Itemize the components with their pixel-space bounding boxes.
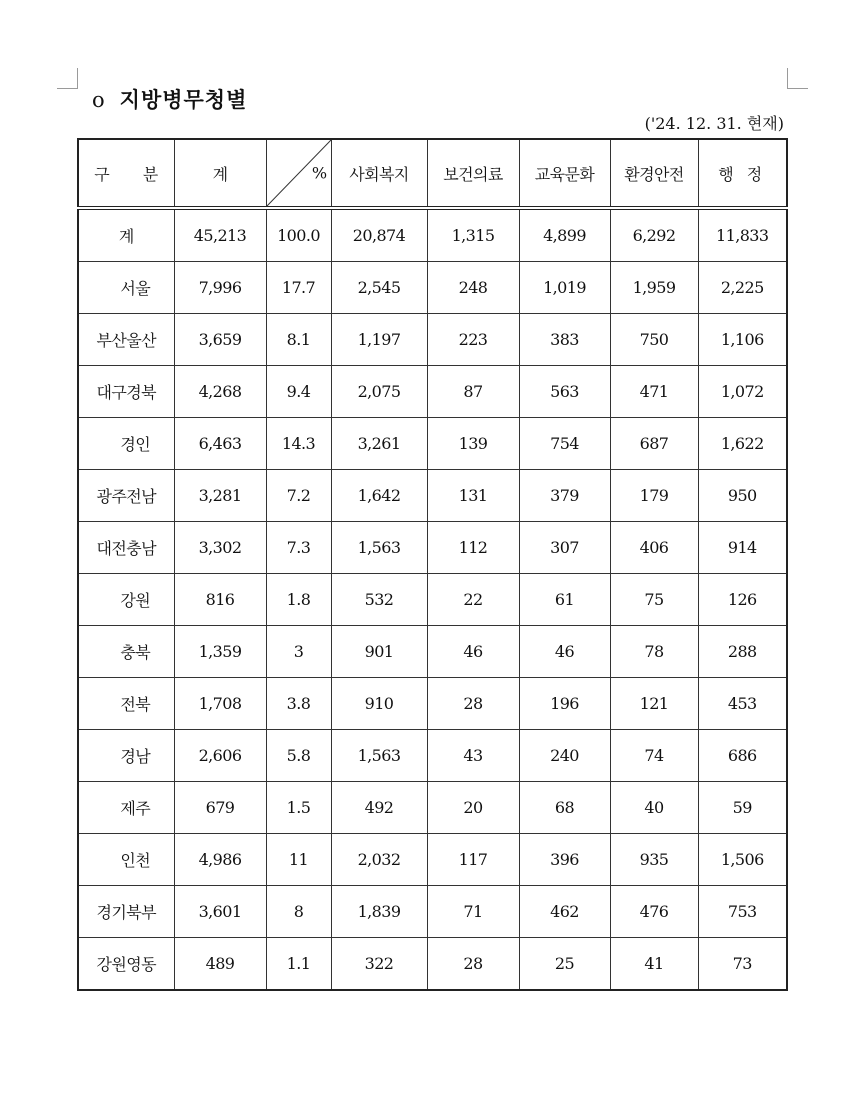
region-name: 대구경북	[78, 366, 174, 418]
total-cell: 6,463	[174, 418, 266, 470]
table-row	[78, 730, 787, 782]
value-cell: 532	[331, 574, 427, 626]
value-cell: 1,506	[698, 834, 787, 886]
as-of-date: ('24. 12. 31. 현재)	[644, 114, 784, 133]
value-cell: 1,959	[610, 262, 698, 314]
value-cell: 6,292	[610, 208, 698, 262]
value-cell: 462	[519, 886, 610, 938]
value-cell: 43	[427, 730, 519, 782]
value-cell: 383	[519, 314, 610, 366]
value-cell: 307	[519, 522, 610, 574]
region-name: 전북	[78, 678, 174, 730]
total-cell: 1,359	[174, 626, 266, 678]
value-cell: 139	[427, 418, 519, 470]
region-name: 강원영동	[78, 938, 174, 991]
header-administration: 행 정	[698, 139, 787, 208]
total-cell: 7,996	[174, 262, 266, 314]
value-cell: 3,261	[331, 418, 427, 470]
value-cell: 453	[698, 678, 787, 730]
value-cell: 476	[610, 886, 698, 938]
header-environment-safety: 환경안전	[610, 139, 698, 208]
value-cell: 2,075	[331, 366, 427, 418]
region-name: 경남	[78, 730, 174, 782]
table-row	[78, 208, 787, 262]
table-row	[78, 938, 787, 991]
value-cell: 750	[610, 314, 698, 366]
value-cell: 288	[698, 626, 787, 678]
crop-mark-top-left	[57, 68, 78, 89]
value-cell: 20	[427, 782, 519, 834]
value-cell: 406	[610, 522, 698, 574]
value-cell: 322	[331, 938, 427, 991]
value-cell: 223	[427, 314, 519, 366]
region-name: 제주	[78, 782, 174, 834]
percent-cell: 1.8	[266, 574, 331, 626]
table-row	[78, 626, 787, 678]
value-cell: 121	[610, 678, 698, 730]
table-row	[78, 418, 787, 470]
percent-cell: 7.2	[266, 470, 331, 522]
value-cell: 240	[519, 730, 610, 782]
value-cell: 1,563	[331, 730, 427, 782]
table-row	[78, 678, 787, 730]
percent-cell: 9.4	[266, 366, 331, 418]
value-cell: 73	[698, 938, 787, 991]
value-cell: 196	[519, 678, 610, 730]
value-cell: 396	[519, 834, 610, 886]
total-cell: 2,606	[174, 730, 266, 782]
value-cell: 1,106	[698, 314, 787, 366]
value-cell: 68	[519, 782, 610, 834]
section-title-text: 지방병무청별	[119, 87, 248, 112]
region-name: 충북	[78, 626, 174, 678]
percent-cell: 1.5	[266, 782, 331, 834]
total-cell: 1,708	[174, 678, 266, 730]
percent-cell: 17.7	[266, 262, 331, 314]
total-cell: 816	[174, 574, 266, 626]
total-cell: 489	[174, 938, 266, 991]
regional-stats-table	[77, 138, 788, 991]
table-row	[78, 834, 787, 886]
value-cell: 87	[427, 366, 519, 418]
value-cell: 2,032	[331, 834, 427, 886]
value-cell: 22	[427, 574, 519, 626]
value-cell: 935	[610, 834, 698, 886]
value-cell: 950	[698, 470, 787, 522]
region-name: 부산울산	[78, 314, 174, 366]
table-header-row	[78, 139, 787, 208]
total-cell: 3,601	[174, 886, 266, 938]
table-row	[78, 314, 787, 366]
table-row	[78, 366, 787, 418]
table-row	[78, 574, 787, 626]
total-cell: 3,281	[174, 470, 266, 522]
value-cell: 74	[610, 730, 698, 782]
value-cell: 20,874	[331, 208, 427, 262]
value-cell: 563	[519, 366, 610, 418]
region-name: 강원	[78, 574, 174, 626]
value-cell: 1,072	[698, 366, 787, 418]
value-cell: 59	[698, 782, 787, 834]
value-cell: 1,019	[519, 262, 610, 314]
total-cell: 3,659	[174, 314, 266, 366]
table-row	[78, 470, 787, 522]
percent-cell: 5.8	[266, 730, 331, 782]
percent-cell: 3.8	[266, 678, 331, 730]
region-name: 경기북부	[78, 886, 174, 938]
value-cell: 11,833	[698, 208, 787, 262]
percent-cell: 100.0	[266, 208, 331, 262]
header-category: 구 분	[78, 139, 174, 208]
value-cell: 910	[331, 678, 427, 730]
total-cell: 4,986	[174, 834, 266, 886]
value-cell: 112	[427, 522, 519, 574]
total-cell: 4,268	[174, 366, 266, 418]
value-cell: 754	[519, 418, 610, 470]
percent-cell: 8	[266, 886, 331, 938]
value-cell: 41	[610, 938, 698, 991]
value-cell: 179	[610, 470, 698, 522]
total-cell: 45,213	[174, 208, 266, 262]
value-cell: 28	[427, 938, 519, 991]
value-cell: 61	[519, 574, 610, 626]
value-cell: 71	[427, 886, 519, 938]
value-cell: 687	[610, 418, 698, 470]
value-cell: 248	[427, 262, 519, 314]
percent-cell: 7.3	[266, 522, 331, 574]
percent-cell: 1.1	[266, 938, 331, 991]
table-body	[78, 208, 787, 990]
region-name: 인천	[78, 834, 174, 886]
value-cell: 1,315	[427, 208, 519, 262]
value-cell: 1,622	[698, 418, 787, 470]
header-percent	[266, 139, 331, 208]
value-cell: 25	[519, 938, 610, 991]
header-education-culture: 교육문화	[519, 139, 610, 208]
section-title	[92, 84, 247, 114]
value-cell: 78	[610, 626, 698, 678]
value-cell: 901	[331, 626, 427, 678]
value-cell: 2,225	[698, 262, 787, 314]
total-cell: 679	[174, 782, 266, 834]
percent-cell: 8.1	[266, 314, 331, 366]
header-health-medical: 보건의료	[427, 139, 519, 208]
value-cell: 46	[427, 626, 519, 678]
value-cell: 492	[331, 782, 427, 834]
region-name: 서울	[78, 262, 174, 314]
value-cell: 75	[610, 574, 698, 626]
value-cell: 40	[610, 782, 698, 834]
value-cell: 2,545	[331, 262, 427, 314]
value-cell: 131	[427, 470, 519, 522]
value-cell: 379	[519, 470, 610, 522]
percent-cell: 3	[266, 626, 331, 678]
total-cell: 3,302	[174, 522, 266, 574]
table-row	[78, 522, 787, 574]
value-cell: 1,197	[331, 314, 427, 366]
region-name: 광주전남	[78, 470, 174, 522]
percent-cell: 11	[266, 834, 331, 886]
value-cell: 117	[427, 834, 519, 886]
percent-cell: 14.3	[266, 418, 331, 470]
value-cell: 28	[427, 678, 519, 730]
value-cell: 46	[519, 626, 610, 678]
value-cell: 1,839	[331, 886, 427, 938]
value-cell: 4,899	[519, 208, 610, 262]
header-percent-label: %	[311, 163, 327, 183]
value-cell: 1,642	[331, 470, 427, 522]
region-name: 계	[78, 208, 174, 262]
value-cell: 471	[610, 366, 698, 418]
table-row	[78, 782, 787, 834]
bullet-icon: o	[92, 88, 106, 112]
table-row	[78, 886, 787, 938]
header-total: 계	[174, 139, 266, 208]
value-cell: 753	[698, 886, 787, 938]
table-row	[78, 262, 787, 314]
value-cell: 686	[698, 730, 787, 782]
value-cell: 1,563	[331, 522, 427, 574]
region-name: 경인	[78, 418, 174, 470]
value-cell: 126	[698, 574, 787, 626]
crop-mark-top-right	[787, 68, 808, 89]
region-name: 대전충남	[78, 522, 174, 574]
header-social-welfare: 사회복지	[331, 139, 427, 208]
value-cell: 914	[698, 522, 787, 574]
